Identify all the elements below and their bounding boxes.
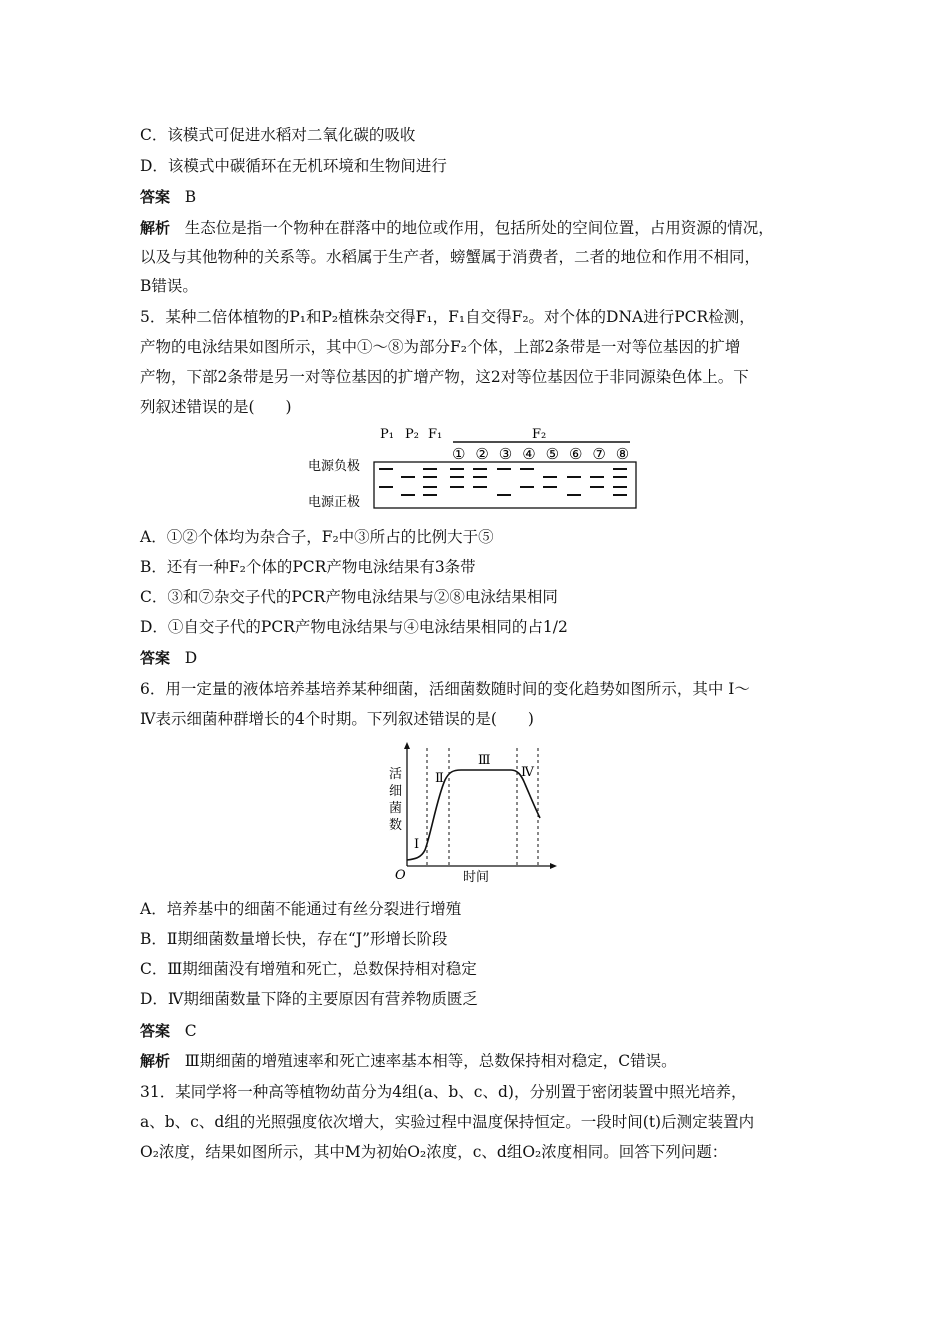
phase-label-2: Ⅱ [435, 771, 444, 786]
q6-answer [140, 1020, 197, 1042]
analysis-text: 生态位是指一个物种在群落中的地位或作用，包括所处的空间位置，占用资源的情况， [184, 219, 774, 237]
gel-bands [379, 468, 627, 496]
individual-label-5: ⑤ [545, 445, 560, 463]
band-lane2-row4 [401, 494, 415, 496]
answer-label: 答案 [140, 188, 171, 206]
band-lane10-row3 [590, 486, 604, 488]
q5-stem-line3: 产物，下部2条带是另一对等位基因的扩增产物，这2对等位基因位于非同源染色体上。下 [140, 368, 749, 386]
label-f1: F₁ [428, 427, 443, 442]
q5-option-d: D．①自交子代的PCR产物电泳结果与④电泳结果相同的占1/2 [140, 618, 568, 636]
xlabel: 时间 [463, 870, 490, 885]
individual-label-7: ⑦ [592, 445, 606, 463]
band-lane11-row4 [613, 494, 627, 496]
phase-label-1: Ⅰ [414, 837, 420, 852]
individual-label-8: ⑧ [615, 445, 630, 463]
individual-label-2: ② [475, 445, 489, 463]
band-lane5-row1 [473, 468, 487, 470]
ylabel-char-3: 菌 [389, 801, 403, 816]
q4-answer [140, 186, 196, 208]
ylabel-char-2: 细 [389, 784, 403, 799]
neg-pole-label: 电源负极 [308, 459, 361, 474]
band-lane3-row2 [423, 476, 437, 478]
band-lane8-row2 [543, 476, 557, 478]
q6-option-d: D．Ⅳ期细菌数量下降的主要原因有营养物质匮乏 [140, 990, 478, 1008]
pos-pole-label: 电源正极 [308, 495, 361, 510]
q4-analysis-line2: 以及与其他物种的关系等。水稻属于生产者，螃蟹属于消费者，二者的地位和作用不相同， [140, 248, 761, 266]
y-axis-arrow-icon [404, 742, 410, 749]
q5-stem-line1: 5．某种二倍体植物的P₁和P₂植株杂交得F₁，F₁自交得F₂。对个体的DNA进行PCR检测， [140, 308, 755, 326]
q31-stem-line3: O₂浓度，结果如图所示，其中M为初始O₂浓度，c、d组O₂浓度相同。回答下列问题： [140, 1143, 728, 1161]
band-lane9-row2 [567, 476, 581, 478]
band-lane4-row1 [450, 468, 464, 470]
individual-label-4: ④ [522, 445, 536, 463]
f2-individual-labels [452, 445, 629, 463]
q4-analysis-line1 [140, 217, 774, 239]
band-lane4-row2 [450, 476, 464, 478]
analysis-label: 解析 [140, 1052, 171, 1070]
band-lane3-row4 [423, 494, 437, 496]
answer-value: B [184, 188, 197, 206]
q6-analysis [140, 1050, 677, 1072]
q4-analysis-line3: B错误。 [140, 277, 198, 295]
q5-answer [140, 647, 197, 669]
answer-label: 答案 [140, 1022, 171, 1040]
analysis-text: Ⅲ期细菌的增殖速率和死亡速率基本相等，总数保持相对稳定，C错误。 [184, 1052, 677, 1070]
q5-option-c: C．③和⑦杂交子代的PCR产物电泳结果与②⑧电泳结果相同 [140, 588, 558, 606]
band-lane2-row2 [401, 476, 415, 478]
q5-option-a: A．①②个体均为杂合子，F₂中③所占的比例大于⑤ [140, 528, 494, 546]
q6-option-c: C．Ⅲ期细菌没有增殖和死亡，总数保持相对稳定 [140, 960, 477, 978]
band-lane11-row2 [613, 476, 627, 478]
band-lane3-row1 [423, 468, 437, 470]
q5-option-b: B．还有一种F₂个体的PCR产物电泳结果有3条带 [140, 558, 476, 576]
q5-stem-line2: 产物的电泳结果如图所示，其中①～⑧为部分F₂个体，上部2条带是一对等位基因的扩增 [140, 338, 741, 356]
band-lane11-row3 [613, 486, 627, 488]
q4-option-c: C．该模式可促进水稻对二氧化碳的吸收 [140, 126, 416, 144]
band-lane4-row3 [450, 486, 464, 488]
growth-curve-figure [385, 738, 565, 888]
individual-label-1: ① [452, 445, 466, 463]
origin-label: O [395, 868, 406, 883]
analysis-label: 解析 [140, 219, 171, 237]
q5-stem-line4: 列叙述错误的是( ) [140, 398, 292, 416]
q4-option-d: D．该模式中碳循环在无机环境和生物间进行 [140, 157, 447, 175]
q31-stem-line1: 31．某同学将一种高等植物幼苗分为4组(a、b、c、d)，分别置于密闭装置中照光培养， [140, 1083, 747, 1101]
answer-label: 答案 [140, 649, 171, 667]
label-p1: P₁ [380, 427, 394, 442]
label-f2: F₂ [532, 427, 547, 442]
x-axis-arrow-icon [550, 863, 557, 869]
band-lane5-row3 [473, 486, 487, 488]
band-lane5-row2 [473, 476, 487, 478]
label-p2: P₂ [405, 427, 419, 442]
q6-stem-line1: 6．用一定量的液体培养基培养某种细菌，活细菌数随时间的变化趋势如图所示，其中 Ⅰ～ [140, 680, 750, 698]
q6-option-b: B．Ⅱ期细菌数量增长快，存在“J”形增长阶段 [140, 930, 448, 948]
band-lane7-row1 [520, 468, 534, 470]
electrophoresis-figure [300, 420, 650, 520]
q31-stem-line2: a、b、c、d组的光照强度依次增大，实验过程中温度保持恒定。一段时间(t)后测定装置内 [140, 1113, 755, 1131]
answer-value: D [184, 649, 198, 667]
individual-label-6: ⑥ [569, 445, 583, 463]
phase-label-3: Ⅲ [478, 753, 491, 768]
phase-label-4: Ⅳ [521, 765, 534, 780]
answer-value: C [184, 1022, 197, 1040]
individual-label-3: ③ [498, 445, 513, 463]
band-lane9-row4 [567, 494, 581, 496]
band-lane3-row3 [423, 486, 437, 488]
band-lane6-row1 [497, 468, 511, 470]
q6-stem-line2: Ⅳ表示细菌种群增长的4个时期。下列叙述错误的是( ) [140, 710, 534, 728]
band-lane10-row2 [590, 476, 604, 478]
band-lane1-row1 [379, 468, 393, 470]
ylabel-char-1: 活 [389, 767, 403, 782]
band-lane8-row3 [543, 486, 557, 488]
band-lane7-row3 [520, 486, 534, 488]
ylabel-char-4: 数 [389, 818, 403, 833]
q6-option-a: A．培养基中的细菌不能通过有丝分裂进行增殖 [140, 900, 462, 918]
band-lane6-row4 [497, 494, 511, 496]
band-lane1-row3 [379, 486, 393, 488]
band-lane11-row1 [613, 468, 627, 470]
